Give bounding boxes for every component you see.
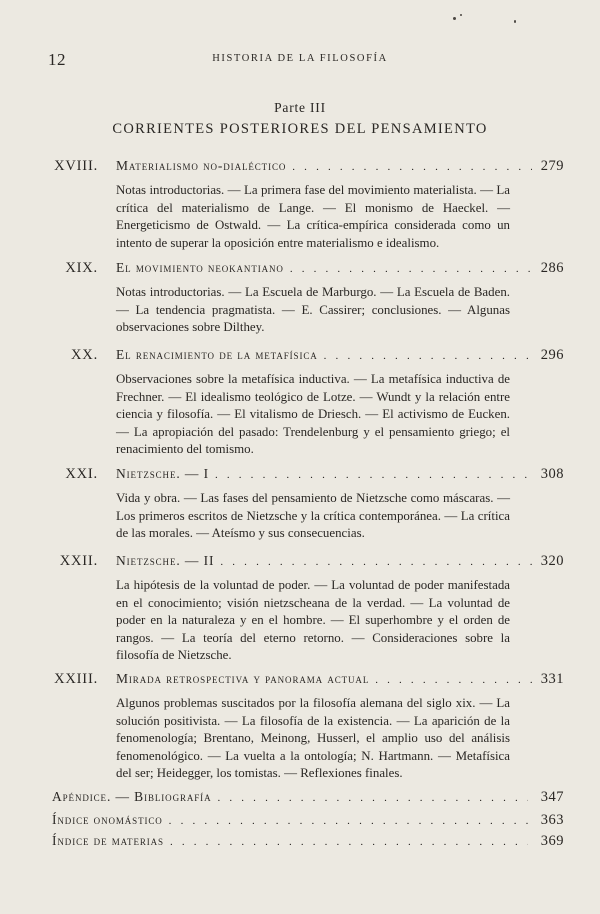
chapter-title: Nietzsche. — I	[116, 466, 209, 481]
dot-leader	[324, 350, 532, 362]
chapter-summary: Observaciones sobre la metafísica inductiva. — La metafísica inductiva de Frechner. — El idealismo teológico de Lotze. — Wundt y la relación entre ciencia y filosofía. — El vitalismo de Driesch. — El activismo de Eucken. — La apropiación del pasado: Trendelenburg y el pensamiento griego; el renacimiento del tomismo.	[116, 372, 510, 457]
ink-speck	[453, 17, 456, 20]
ink-speck	[460, 14, 462, 16]
chapter-numeral: XIX.	[65, 260, 98, 276]
dot-leader	[292, 161, 532, 173]
chapter-page: 320	[540, 553, 564, 569]
dot-leader	[290, 263, 532, 275]
chapter-numeral: XXI.	[65, 466, 98, 482]
chapter-title: Nietzsche. — II	[116, 553, 215, 568]
chapter-page: 308	[540, 466, 564, 482]
chapter-title-row	[116, 466, 536, 482]
dot-leader	[169, 815, 528, 827]
chapter-numeral: XXII.	[59, 553, 98, 569]
chapter-numeral: XVIII.	[54, 158, 98, 174]
dot-leader	[375, 674, 532, 686]
chapter-title: El movimiento neokantiano	[116, 260, 284, 275]
chapter-numeral: XXIII.	[54, 671, 98, 687]
chapter-title: Materialismo no-dialéctico	[116, 158, 287, 173]
part-title: CORRIENTES POSTERIORES DEL PENSAMIENTO	[112, 121, 488, 137]
dot-leader	[217, 792, 528, 804]
page-number: 12	[48, 50, 66, 69]
chapter-title-row	[116, 671, 536, 687]
chapter-title: El renacimiento de la metafísica	[116, 347, 318, 362]
backmatter-title-row	[52, 789, 532, 805]
chapter-page: 296	[540, 347, 564, 363]
ink-speck	[514, 20, 516, 23]
chapter-title: Mirada retrospectiva y panorama actual	[116, 671, 370, 686]
backmatter-title: Apéndice. — Bibliografía	[52, 789, 212, 804]
part-label: Parte III	[274, 100, 326, 115]
chapter-summary: Notas introductorias. — La Escuela de Marburgo. — La Escuela de Baden. — La tendencia pragmatista. — E. Cassirer; conclusiones. — Algunas observaciones sobre Dilthey.	[116, 285, 510, 335]
backmatter-page: 363	[540, 812, 564, 828]
chapter-page: 286	[540, 260, 564, 276]
backmatter-title: Índice onomástico	[52, 812, 163, 827]
backmatter-title-row	[52, 812, 532, 828]
chapter-summary: Algunos problemas suscitados por la filosofía alemana del siglo xix. — La solución positivista. — La filosofía de la existencia. — La aparición de la fenomenología; Brentano, Meinong, Husserl, el amplio uso del análisis fenomenológico. — La vuelta a la ontología; N. Hartmann. — Metafísica del ser; Heidegger, los tomistas. — Reflexiones finales.	[116, 696, 510, 781]
running-head: HISTORIA DE LA FILOSOFÍA	[212, 53, 388, 64]
chapter-summary: Notas introductorias. — La primera fase del movimiento materialista. — La crítica del materialismo de Lange. — El monismo de Haeckel. — Energeticismo de Ostwald. — La crítica-empírica considerada como un intento de superar la oposición entre materialismo e idealismo.	[116, 183, 510, 250]
chapter-summary: La hipótesis de la voluntad de poder. — La voluntad de poder manifestada en el conocimiento; visión nietzscheana de la verdad. — La voluntad de poder en la naturaleza y en el hombre. — El superhombre y el orden de rangos. — La teoría del eterno retorno. — Consideraciones sobre la filosofía de Nietzsche.	[116, 578, 510, 663]
backmatter-page: 369	[540, 833, 564, 849]
backmatter-page: 347	[540, 789, 564, 805]
chapter-numeral: XX.	[71, 347, 98, 363]
chapter-title-row	[116, 260, 536, 276]
dot-leader	[215, 469, 532, 481]
chapter-title-row	[116, 158, 536, 174]
backmatter-title-row	[52, 833, 532, 849]
dot-leader	[170, 836, 528, 848]
backmatter-title: Índice de materias	[52, 833, 164, 848]
chapter-title-row	[116, 553, 536, 569]
chapter-summary: Vida y obra. — Las fases del pensamiento de Nietzsche como máscaras. — Los primeros escritos de Nietzsche y la crítica contemporánea. — La crítica de las morales. — Ateísmo y sus consecuencias.	[116, 491, 510, 541]
chapter-title-row	[116, 347, 536, 363]
dot-leader	[220, 556, 532, 568]
chapter-page: 279	[540, 158, 564, 174]
chapter-page: 331	[540, 671, 564, 687]
